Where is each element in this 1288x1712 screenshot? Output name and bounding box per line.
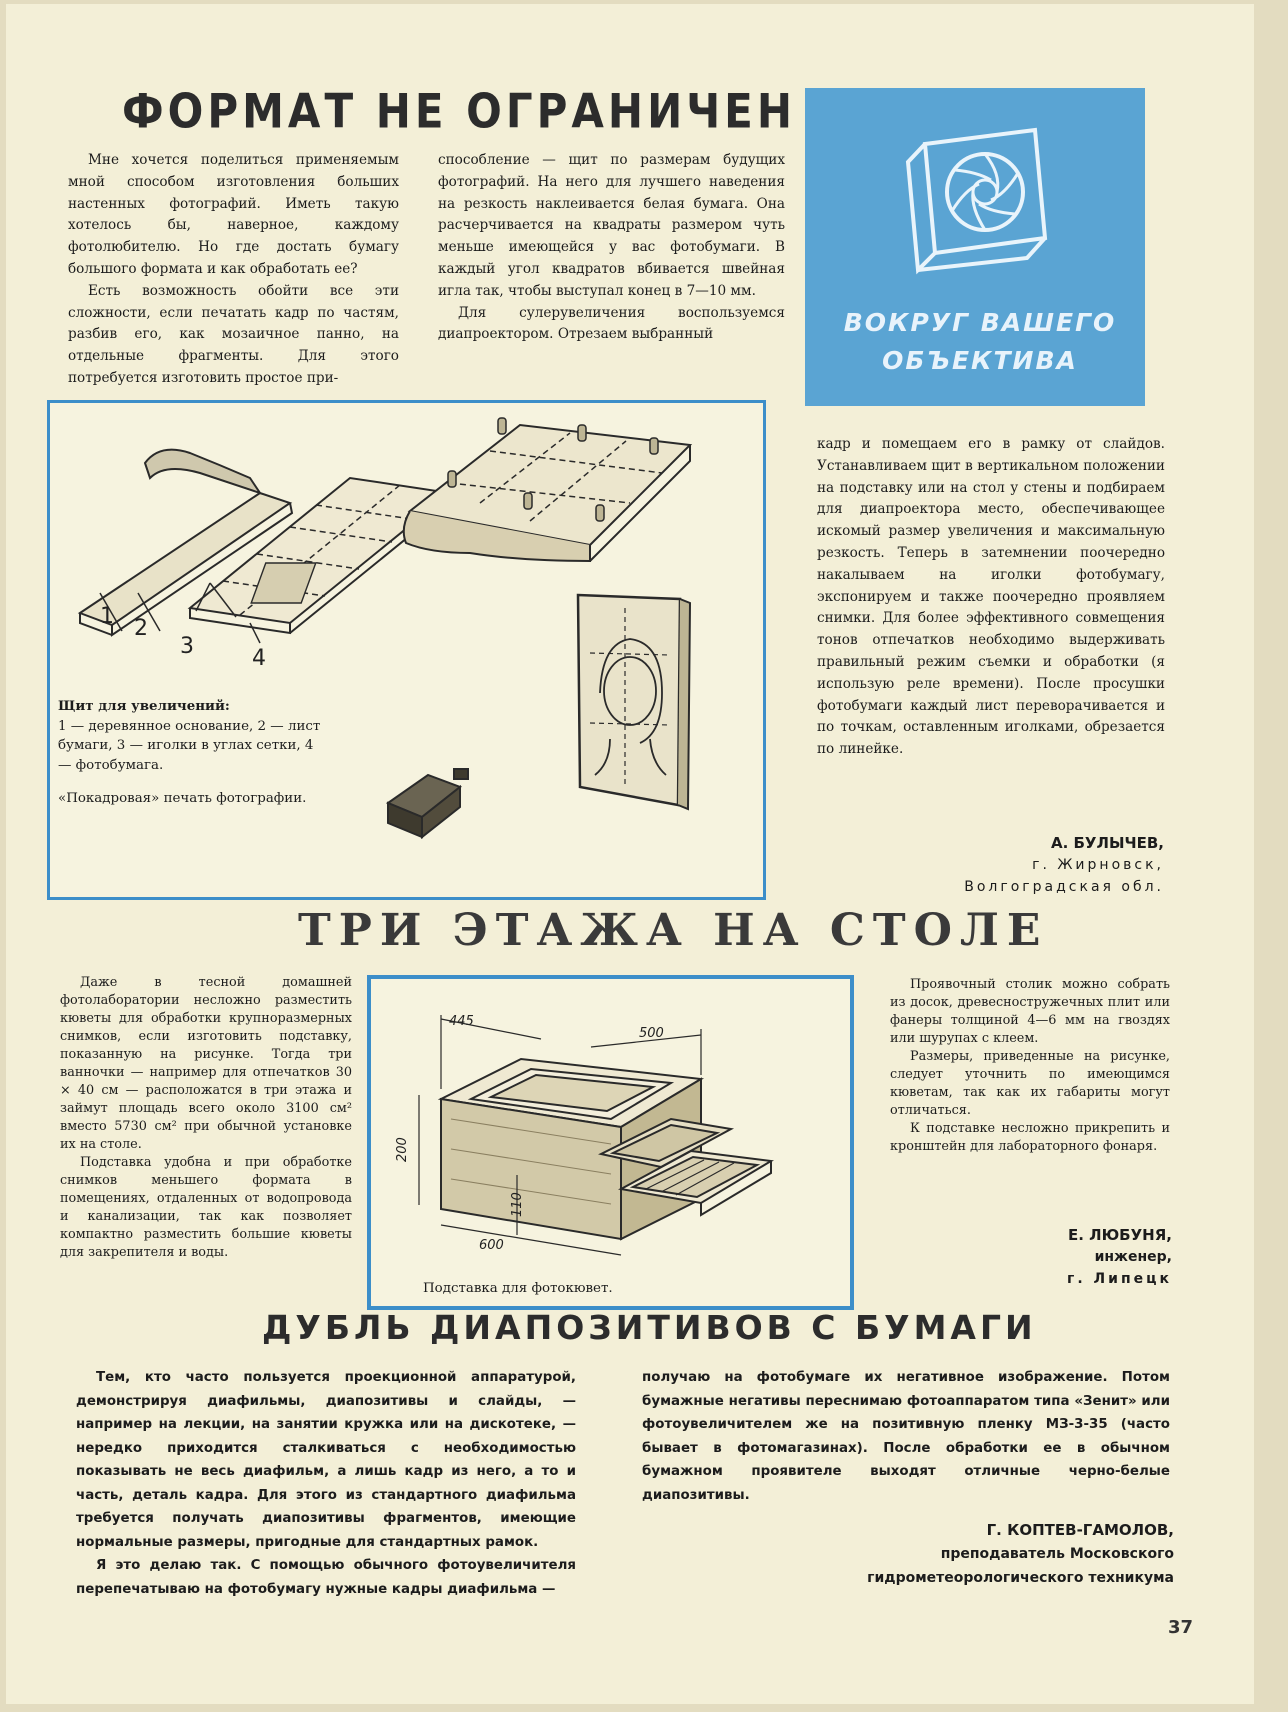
figure1-caption-text: 1 — деревянное основание, 2 — лист бумаги, 3 — иголки в углах сетки, 4 — фотобумага. xyxy=(58,718,321,773)
rubric-line-2: ОБЪЕКТИВА xyxy=(882,346,1078,375)
article1-signature xyxy=(830,832,1164,898)
article2-right-p1: Проявочный столик можно собрать из досок, древесностружечных плит или фанеры толщиной 4—6 мм на гвоздях или шурупах с клеем. xyxy=(890,977,1170,1046)
figure1-caption-2: «Покадровая» печать фотографии. xyxy=(58,791,307,806)
label-2: 2 xyxy=(134,616,148,641)
article3-title: ДУБЛЬ ДИАПОЗИТИВОВ С БУМАГИ xyxy=(262,1308,1037,1347)
tray-stand-drawing xyxy=(371,979,850,1306)
article3-left-p1: Тем, кто часто пользуется проекционной аппаратурой, демонстрируя диафильмы, диапозитивы и слайды, — например на лекции, на занятии кружка или на дискотеке, — нередко приходится сталкиваться с необходимостью показывать не весь диафильм, а лишь кадр из него, а то и часть, деталь кадра. Для этого из стандартного диафильма требуется получать диапозитивы фрагментов, имеющие нормальные размеры, пригодные для стандартных рамок. xyxy=(76,1370,576,1550)
dim-200: 200 xyxy=(395,1137,410,1162)
figure1-caption xyxy=(58,697,330,809)
dim-500: 500 xyxy=(639,1026,664,1041)
article1-column-1 xyxy=(68,150,399,390)
article2-right-p2: Размеры, приведенные на рисунке, следует уточнить по имеющимся кюветам, так как их габариты могут отличаться. xyxy=(890,1049,1170,1118)
dim-600: 600 xyxy=(479,1238,504,1253)
article3-signature xyxy=(820,1518,1174,1590)
dim-445: 445 xyxy=(449,1014,474,1029)
rubric-title xyxy=(825,304,1135,380)
article3-right-p1: получаю на фотобумаге их негативное изображение. Потом бумажные негативы переснимаю фотоаппаратом типа «Зенит» или фотоувеличителем же на позитивную пленку МЗ-3-35 (часто бывает в фотомагазинах). После обработки ее в обычном бумажном проявителе выходят отличные черно-белые диапозитивы. xyxy=(642,1370,1170,1503)
article1-city: г. Жирновск, xyxy=(1032,857,1164,873)
article1-col3-p1: кадр и помещаем его в рамку от слайдов. Устанавливаем щит в вертикальном положении на подставку или на стол у стены и подбираем для диапроектора место, обеспечивающее искомый размер увеличения и максимальную резкость. Теперь в затемнении поочередно накалываем на иголки фотобумагу, экспонируем и также поочередно проявляем снимки. Для более эффективного совмещения тонов отпечатков необходимо выдерживать правильный режим съемки и обработки (я использую реле времени). После просушки фотобумаги каждый лист переворачивается и по точкам, оставленным иголками, обрезается по линейке. xyxy=(817,436,1165,758)
article3-role-1: преподаватель Московского xyxy=(940,1546,1174,1562)
enlargement-board-drawing xyxy=(50,403,763,897)
article2-left-p2: Подставка удобна и при обработке снимков меньшего формата в помещениях, отдаленных от водопровода и канализации, так как позволяет компактно разместить большие кюветы для закрепителя и воды. xyxy=(60,1155,352,1260)
article2-city: г. Липецк xyxy=(1067,1271,1172,1287)
article3-right-column xyxy=(642,1366,1170,1507)
figure1-frame xyxy=(47,400,766,900)
article1-title: ФОРМАТ НЕ ОГРАНИЧЕН xyxy=(122,84,797,139)
article1-author: А. БУЛЫЧЕВ, xyxy=(1050,834,1164,852)
article1-col1-p1: Мне хочется поделиться применяемым мной способом изготовления больших настенных фотографий. Иметь такую хотелось бы, наверное, каждому фотолюбителю. Но где достать бумагу большого формата и как обработать ее? xyxy=(68,152,399,277)
rubric-line-1: ВОКРУГ ВАШЕГО xyxy=(843,308,1117,337)
article2-right-p3: К подставке несложно прикрепить и кронштейн для лабораторного фонаря. xyxy=(890,1121,1170,1154)
article1-col2-p2: Для сулерувеличения воспользуемся диапроектором. Отрезаем выбранный xyxy=(438,304,785,343)
figure2-frame xyxy=(367,975,854,1310)
article2-author: Е. ЛЮБУНЯ, xyxy=(1067,1226,1172,1244)
figure1-caption-title: Щит для увеличений: xyxy=(58,698,230,714)
label-3: 3 xyxy=(180,634,194,659)
label-1: 1 xyxy=(100,604,114,629)
article3-role-2: гидрометеорологического техникума xyxy=(867,1570,1174,1586)
article1-region: Волгоградская обл. xyxy=(964,879,1164,895)
article3-left-p2: Я это делаю так. С помощью обычного фотоувеличителя перепечатываю на фотобумагу нужные кадры диафильма — xyxy=(76,1558,576,1597)
page-number: 37 xyxy=(1168,1617,1194,1638)
figure2-caption: Подставка для фотокювет. xyxy=(423,1281,613,1296)
label-4: 4 xyxy=(252,646,266,671)
article1-column-2 xyxy=(438,150,785,346)
article1-col1-p2: Есть возможность обойти все эти сложности, если печатать кадр по частям, разбив его, как мозаичное панно, на отдельные фрагменты. Для этого потребуется изготовить простое при- xyxy=(68,282,399,386)
article2-title: ТРИ ЭТАЖА НА СТОЛЕ xyxy=(298,905,1049,956)
article3-left-column xyxy=(76,1366,576,1601)
article2-role: инженер, xyxy=(1094,1249,1172,1265)
article3-author: Г. КОПТЕВ-ГАМОЛОВ, xyxy=(986,1521,1174,1539)
article2-left-column xyxy=(60,974,352,1262)
dim-110: 110 xyxy=(510,1192,525,1217)
article1-col2-p1: способление — щит по размерам будущих фотографий. На него для лучшего наведения на резкость наклеивается белая бумага. Она расчерчивается на квадраты размером чуть меньше имеющейся у вас фотобумаги. В каждый угол квадратов вбивается швейная игла так, чтобы выступал конец в 7—10 мм. xyxy=(438,152,785,299)
rubric-box xyxy=(805,88,1145,406)
article2-right-column xyxy=(890,976,1170,1156)
article2-left-p1: Даже в тесной домашней фотолаборатории несложно разместить кюветы для обработки крупноразмерных снимков, если изготовить подставку, показанную на рисунке. Тогда три ванночки — например для отпечатков 30 ⨯ 40 см — расположатся в три этажа и займут площадь всего около 3100 см² вместо 5730 см² при обычной установке их на столе. xyxy=(60,975,352,1152)
article2-signature xyxy=(900,1224,1172,1290)
article1-column-3 xyxy=(817,434,1165,761)
